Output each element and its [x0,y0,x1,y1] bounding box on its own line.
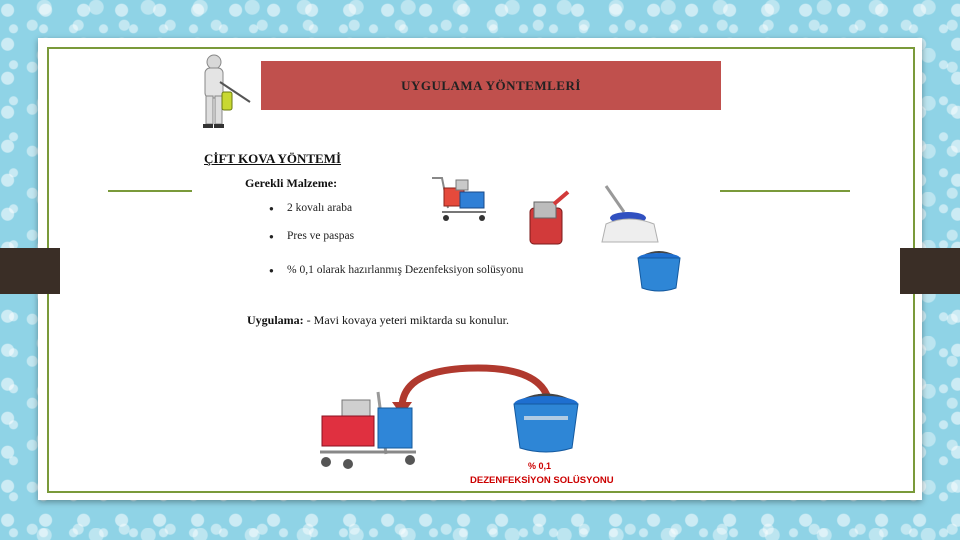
mop-icon [598,184,662,246]
materials-label: Gerekli Malzeme: [245,176,338,190]
list-item: ● % 0,1 olarak hazırlanmış Dezenfeksiyon solüsyonu [287,264,523,276]
disinfection-worker-icon [194,52,256,130]
list-item: ● Pres ve paspas [287,230,354,242]
side-tab-left [0,248,60,294]
section-title: ÇİFT KOVA YÖNTEMİ [204,151,342,166]
application-step: - Mavi kovaya yeteri miktarda su konulur. [306,313,509,327]
application-label: Uygulama: [247,313,304,327]
blue-bucket-icon [634,248,684,294]
header-title: UYGULAMA YÖNTEMLERİ [261,61,721,110]
solution-label: DEZENFEKSİYON SOLÜSYONU [470,475,614,486]
document-image [192,50,720,490]
two-bucket-cart-icon [316,390,420,476]
application-text [247,313,509,328]
mop-cart-icon [428,172,490,224]
press-bucket-icon [524,190,574,248]
list-item: ● 2 kovalı araba [287,202,352,214]
divider-right [718,190,850,192]
divider-left [108,190,198,192]
solution-percent: % 0,1 [528,461,552,471]
big-blue-bucket-icon [510,390,582,456]
side-tab-right [900,248,960,294]
